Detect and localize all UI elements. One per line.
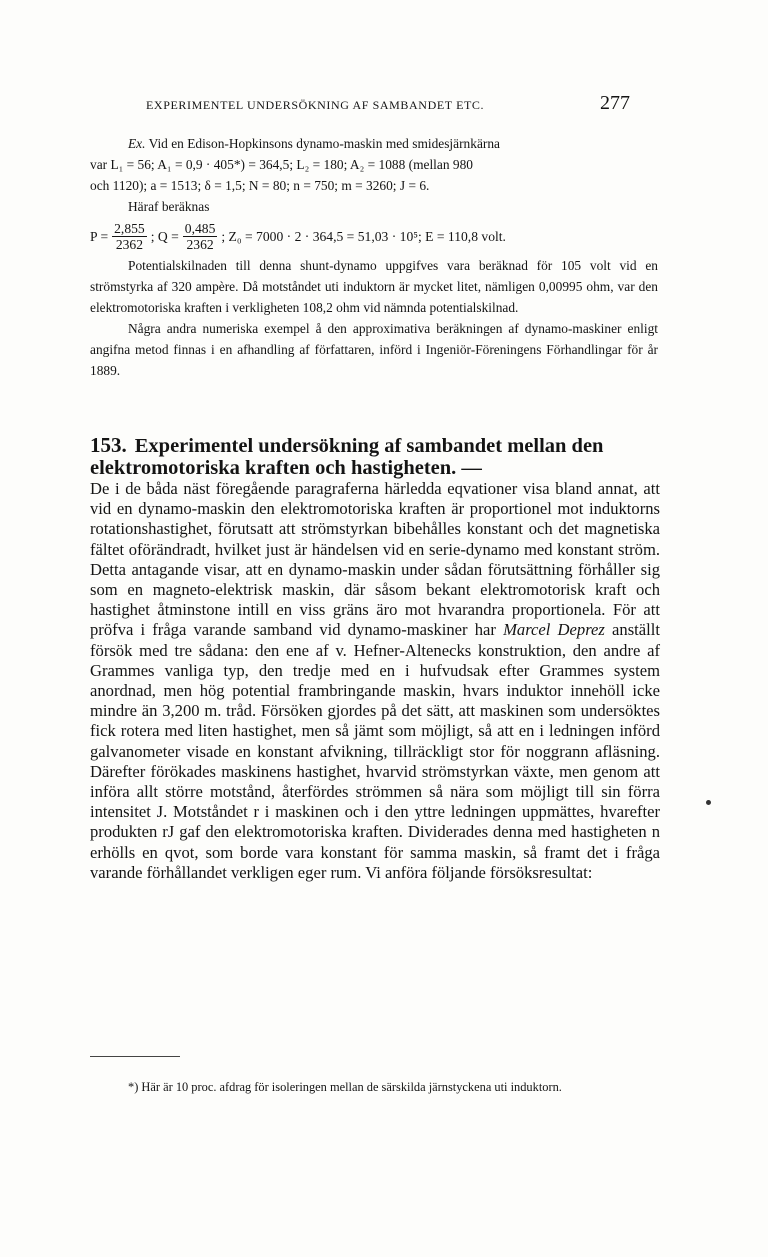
- running-head: [90, 92, 630, 116]
- footnote-rule: [90, 1056, 180, 1057]
- footnote: *) Här är 10 proc. afdrag för isoleringen mellan de särskilda järnstyckena uti induktorn.: [128, 1080, 562, 1095]
- formula-rest: ; Z₀ = 7000 · 2 · 364,5 = 51,03 · 10⁵; E = 110,8 volt.: [221, 228, 506, 244]
- section-153: [90, 434, 660, 883]
- example-block: [90, 133, 658, 381]
- example-paragraph-2: Potentialskilnaden till denna shunt-dynamo uppgifves vara beräknad för 105 volt vid en strömstyrka af 320 ampère. Då motståndet uti induktorn är mycket litet, nämligen 0,00995 ohm, var den elektromotoriska kraften i verkligheten 108,2 ohm vid nämnda potentialskilnad.: [90, 258, 658, 315]
- example-paragraph-3: Några andra numeriska exempel å den approximativa beräkningen af dynamo-maskiner enligt angifna metod finnas i en afhandling af författaren, införd i Ingeniör-Föreningens Förhandlingar för år 1889.: [90, 321, 658, 378]
- fraction-p-denominator: 2362: [115, 236, 144, 252]
- fraction-q-numerator: 0,485: [184, 220, 216, 236]
- section-heading: [90, 434, 660, 479]
- fraction-q-denominator: 2362: [186, 236, 214, 252]
- formula-line: [90, 217, 658, 255]
- person-name: Marcel Deprez: [503, 620, 605, 640]
- formula-p-lhs: P =: [90, 228, 109, 244]
- example-label: Ex.: [128, 136, 146, 151]
- running-title: EXPERIMENTEL UNDERSÖKNING AF SAMBANDET ETC.: [146, 98, 485, 112]
- section-body-part-2: anställt försök med tre sådana: den ene af v. Hefner-Altenecks konstruktion, den andre af Grammes vanliga typ, den tredje med en i hufvudsak efter Grammes system anordnad, men hög potential frambringande maskin, hvars induktor innehöll icke mindre än 3,200 m. tråd. Försöken gjordes på det sätt, att maskinen som undersöktes fick rotera med liten hastighet, men så jämt som möjligt, så att en i ledningen införd galvanometer visade en konstant afvikning, tillräckligt stor för noggrann afläsning. Därefter förökades maskinens hastighet, hvarvid strömstyrkan växte, men genom att införa allt större motstånd, återfördes strömmen så nära som möjligt till sin förra intensitet J. Motståndet r i maskinen och i den yttre ledningen uppmättes, hvarefter produkten rJ gaf den elektromotoriska kraften. Dividerades denna med hastigheten n erhölls en qvot, som borde vara konstant för samma maskin, så framt det i fråga varande förhållandet verkligen eger rum. Vi anföra följande försöksresultat:: [90, 620, 660, 882]
- fraction-q: [183, 221, 218, 252]
- section-body-part-1: De i de båda näst föregående paragraferna härledda eqvationer visa bland annat, att vid en dynamo-maskin den elektromotoriska kraften är proportionel mot induktorns rotationshastighet, förutsatt att strömstyrkan bibehålles konstant och det magnetiska fältet oförändradt, hvilket just är händelsen vid en serie-dynamo med konstant ström. Detta antagande visar, att en dynamo-maskin under sådan förutsättning förhåller sig som en magneto-elektrisk maskin, där såsom bekant elektromotorisk kraft och hastighet åtminstone intill en viss gräns äro mot hvarandra proportionela. För att pröfva i fråga varande samband vid dynamo-maskiner har: [90, 479, 660, 640]
- section-body: [90, 479, 660, 883]
- section-number: 153.: [90, 433, 127, 457]
- formula-q-lhs: ; Q =: [150, 228, 179, 244]
- example-paragraph: [90, 133, 658, 154]
- section-heading-text: Experimentel undersökning af sambandet mellan den elektromotoriska kraften och hastigheten. —: [90, 435, 604, 479]
- example-line-1: Vid en Edison-Hopkinsons dynamo-maskin med smidesjärnkärna: [148, 136, 500, 151]
- example-line-3: och 1120); a = 1513; δ = 1,5; N = 80; n = 750; m = 3260; J = 6.: [90, 178, 430, 193]
- example-line-2: var L₁ = 56; A₁ = 0,9 · 405*) = 364,5; L₂ = 180; A₂ = 1088 (mellan 980: [90, 157, 473, 172]
- fraction-p-numerator: 2,855: [114, 220, 145, 236]
- calc-intro: Häraf beräknas: [128, 199, 210, 214]
- fraction-p: [112, 221, 147, 252]
- page-number: 277: [600, 92, 630, 114]
- margin-mark: [706, 800, 711, 805]
